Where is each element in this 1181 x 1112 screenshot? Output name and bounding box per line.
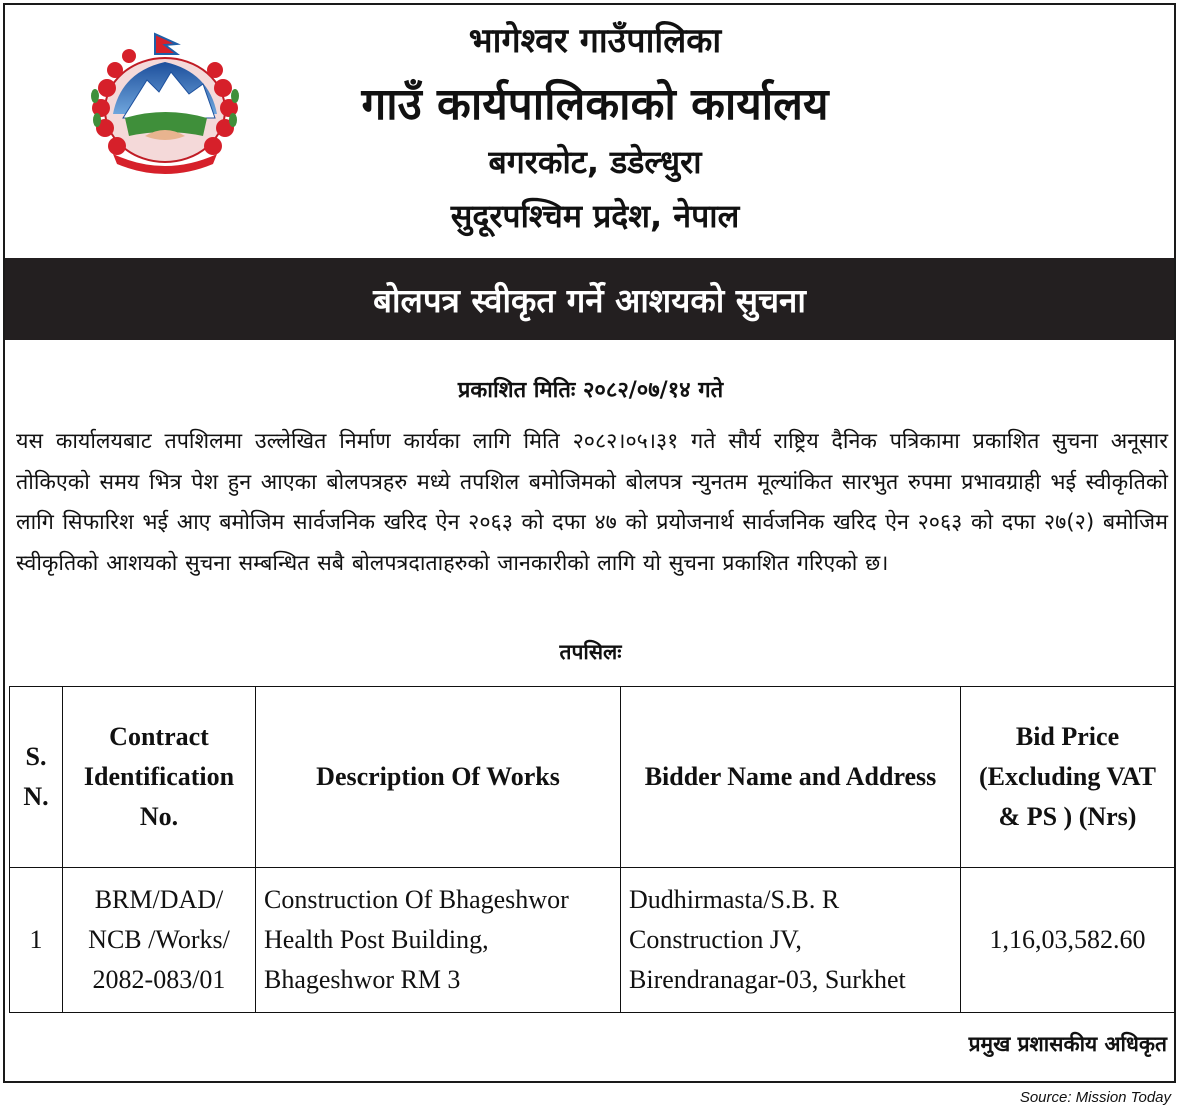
published-date: प्रकाशित मितिः २०८२/०७/१४ गते xyxy=(457,378,724,403)
cell-bid-price: 1,16,03,582.60 xyxy=(961,868,1175,1013)
details-label: तपसिलः xyxy=(559,640,622,664)
cell-contract-id: BRM/DAD/ NCB /Works/ 2082-083/01 xyxy=(63,868,256,1013)
province-name: सुदूरपश्चिम प्रदेश, नेपाल xyxy=(450,197,740,235)
header-sn: S. N. xyxy=(10,687,63,868)
notice-body: यस कार्यालयबाट तपशिलमा उल्लेखित निर्माण कार्यका लागि मिति २०८२।०५।३१ गते सौर्य राष्ट्रिय दैनिक पत्रिकामा प्रकाशित सुचना अनूसार तोकिएको समय भित्र पेश हुन आएका बोलपत्रहरु मध्ये तपशिल बमोजिमको बोलपत्र न्युनतम मूल्यांकित सारभुत रुपमा प्रभावग्राही भई स्वीकृतिको लागि सिफारिश भई आए बमोजिम सार्वजनिक खरिद ऐन २०६३ को दफा ४७ को प्रयोजनार्थ सार्वजनिक खरिद ऐन २०६३ को दफा २७(२) बमोजिम स्वीकृतिको आशयको सुचना सम्बन्धित सबै बोलपत्रदाताहरुको जानकारीको लागि यो सुचना प्रकाशित गरिएको छ। xyxy=(16,429,1168,576)
header-contract-id: Contract Identification No. xyxy=(63,687,256,868)
table-header-row xyxy=(10,687,1175,868)
office-location: बगरकोट, डडेल्धुरा xyxy=(488,143,702,181)
municipality-name: भागेश्वर गाउँपालिका xyxy=(468,21,722,61)
nepal-emblem-icon xyxy=(85,32,247,176)
office-name: गाउँ कार्यपालिकाको कार्यालय xyxy=(361,79,829,130)
source-credit: Source: Mission Today xyxy=(1019,1089,1171,1106)
table-row xyxy=(10,868,1175,1013)
notice-title: बोलपत्र स्वीकृत गर्ने आशयको सुचना xyxy=(373,280,806,320)
contract-table xyxy=(9,686,1175,1013)
cell-bidder: Dudhirmasta/S.B. R Construction JV, Birendranagar-03, Surkhet xyxy=(621,868,961,1013)
header-bid-price: Bid Price (Excluding VAT & PS ) (Nrs) xyxy=(961,687,1175,868)
cell-description: Construction Of Bhageshwor Health Post Building, Bhageshwor RM 3 xyxy=(256,868,621,1013)
notice-title-banner xyxy=(5,258,1174,340)
header-description: Description Of Works xyxy=(256,687,621,868)
signatory-title: प्रमुख प्रशासकीय अधिकृत xyxy=(968,1032,1167,1056)
cell-sn: 1 xyxy=(10,868,63,1013)
header-bidder: Bidder Name and Address xyxy=(621,687,961,868)
